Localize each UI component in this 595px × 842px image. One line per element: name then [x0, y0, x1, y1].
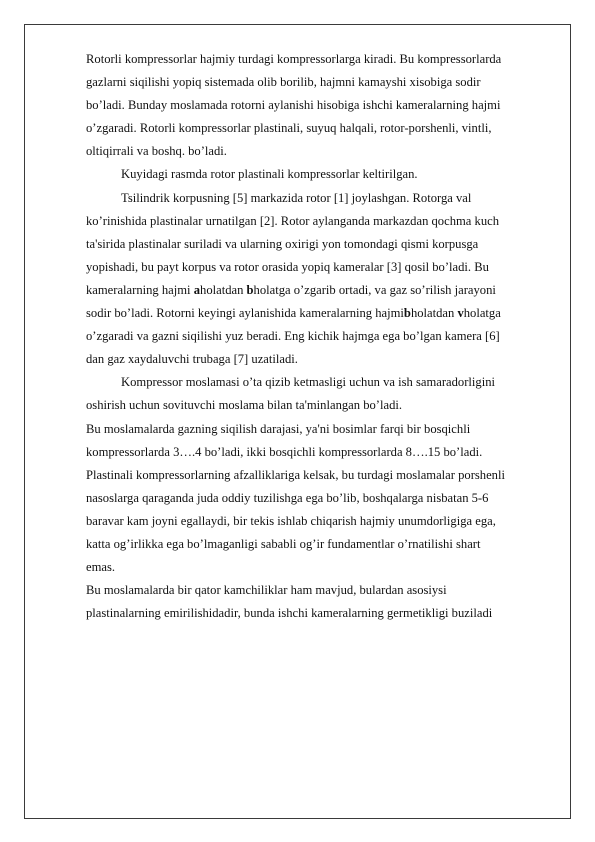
text-line: o’zgaradi. Rotorli kompressorlar plastinali, suyuq halqali, rotor-porshenli, vintli,: [86, 121, 492, 136]
text-line: ko’rinishida plastinalar urnatilgan [2]. Rotor aylanganda markazdan qochma kuch: [86, 213, 500, 228]
text-line-with-state-letters: [86, 302, 554, 325]
text-line: emas.: [86, 560, 116, 575]
text-line: baravar kam joyni egallaydi, bir tekis ishlab chiqarish hajmiy unumdorligiga ega,: [86, 513, 496, 528]
text-line: yopishadi, bu payt korpus va rotor orasida yopiq kameralar [3] qosil bo’ladi. Bu: [86, 259, 489, 274]
text-line: o’zgaradi va gazni siqilishi yuz beradi. Eng kichik hajmga ega bo’lgan kamera [6]: [86, 329, 500, 344]
line-text: kameralarning hajmi: [86, 282, 194, 297]
text-line: Plastinali kompressorlarning afzalliklariga kelsak, bu turdagi moslamalar porshenli: [86, 467, 505, 482]
text-line: Kuyidagi rasmda rotor plastinali kompressorlar keltirilgan.: [121, 167, 418, 182]
text-line-with-state-letters: [86, 279, 554, 302]
line-text: holatga: [463, 306, 501, 321]
text-line: Tsilindrik korpusning [5] markazida rotor [1] joylashgan. Rotorga val: [121, 190, 472, 205]
text-line: oshirish uchun sovituvchi moslama bilan ta'minlangan bo’ladi.: [86, 398, 403, 413]
text-line: gazlarni siqilishi yopiq sistemada olib borilib, hajmni kamayshi xisobiga sodir: [86, 75, 481, 90]
line-text: sodir bo’ladi. Rotorni keyingi aylanishida kameralarning hajmi: [86, 306, 404, 321]
text-line: Bu moslamalarda bir qator kamchiliklar ham mavjud, bulardan asosiysi: [86, 583, 447, 598]
text-line: oltiqirrali va boshq. bo’ladi.: [86, 144, 227, 159]
state-letter: b: [246, 282, 254, 297]
state-letter: v: [457, 306, 464, 321]
state-letter: b: [403, 306, 411, 321]
text-line: kompressorlarda 3….4 bo’ladi, ikki bosqichli kompressorlarda 8….15 bo’ladi.: [86, 444, 483, 459]
text-line: dan gaz xaydaluvchi trubaga [7] uzatiladi.: [86, 352, 298, 367]
line-text: holatdan: [200, 282, 247, 297]
text-line: Rotorli kompressorlar hajmiy turdagi kompressorlarga kiradi. Bu kompressorlarda: [86, 52, 502, 66]
text-line: Kompressor moslamasi o’ta qizib ketmasligi uchun va ish samaradorligini: [121, 375, 496, 390]
text-line: Bu moslamalarda gazning siqilish darajasi, ya'ni bosimlar farqi bir bosqichli: [86, 421, 471, 436]
text-line: ta'sirida plastinalar suriladi va ularning oxirigi yon tomondagi qismi korpusga: [86, 236, 479, 251]
text-line: nasoslarga qaraganda juda oddiy tuzilishga ega bo’lib, boshqalarga nisbatan 5-6: [86, 490, 489, 505]
text-line: bo’ladi. Bunday moslamada rotorni aylanishi hisobiga ishchi kameralarning hajmi: [86, 98, 501, 113]
text-line: plastinalarning emirilishidadir, bunda ishchi kameralarning germetikligi buziladi: [86, 606, 493, 621]
state-letter: a: [193, 282, 201, 297]
document-body: [86, 48, 554, 625]
text-line: katta og’irlikka ega bo’lmaganligi sababli og’ir fundamentlar o’rnatilishi shart: [86, 536, 481, 551]
line-text: holatga o’zgarib ortadi, va gaz so’rilish jarayoni: [253, 282, 496, 297]
line-text: holatdan: [410, 306, 458, 321]
